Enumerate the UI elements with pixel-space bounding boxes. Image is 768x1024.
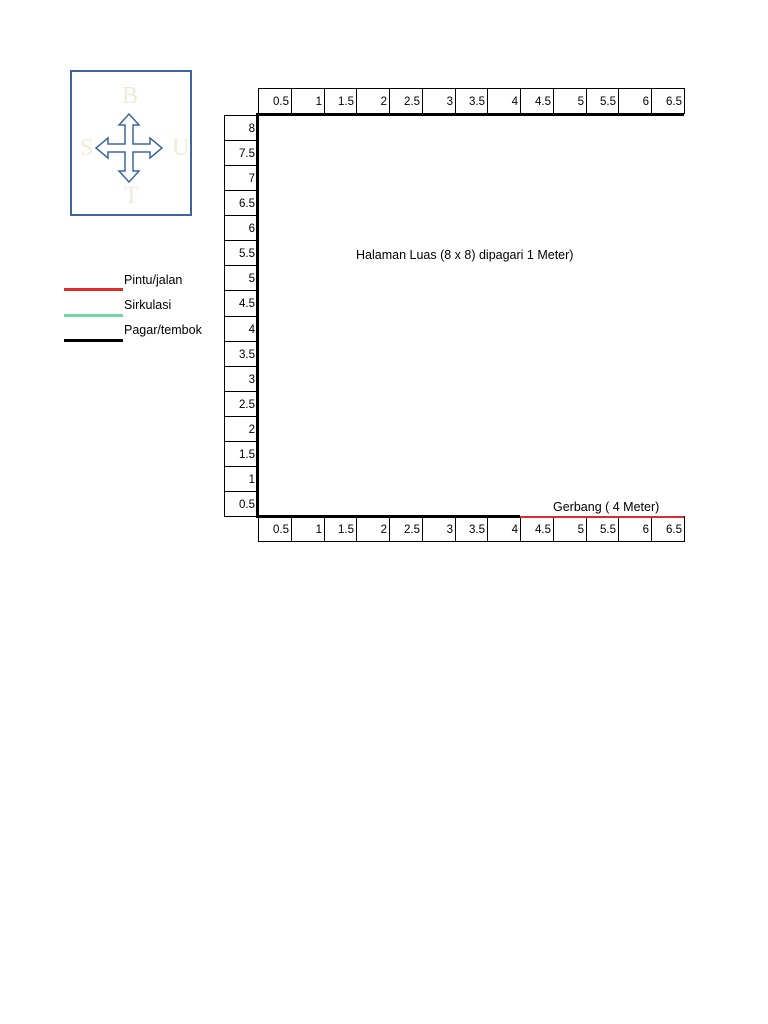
legend-label-circulation: Sirkulasi (124, 298, 172, 312)
bottom-axis-tick: 0.5 (258, 516, 292, 542)
top-axis-tick: 1.5 (324, 88, 357, 114)
bottom-axis-tick: 6 (618, 516, 652, 542)
legend-label-door: Pintu/jalan (124, 273, 183, 287)
legend-swatch-wall (64, 339, 123, 342)
left-axis-tick: 5 (224, 265, 258, 291)
left-axis-tick: 4 (224, 316, 258, 342)
compass-east-label: U (172, 135, 190, 161)
top-axis-tick: 4.5 (520, 88, 554, 114)
left-axis-tick: 7 (224, 165, 258, 191)
top-axis-tick: 4 (487, 88, 521, 114)
bottom-axis-tick: 2.5 (389, 516, 423, 542)
top-axis-tick: 6.5 (651, 88, 685, 114)
bottom-axis-tick: 5.5 (586, 516, 619, 542)
bottom-axis-tick: 4 (487, 516, 521, 542)
left-axis-tick: 7.5 (224, 140, 258, 166)
bottom-axis-tick: 3 (422, 516, 456, 542)
bottom-axis-tick: 3.5 (455, 516, 488, 542)
top-axis-tick: 2.5 (389, 88, 423, 114)
plot-title: Halaman Luas (8 x 8) dipagari 1 Meter) (356, 248, 574, 262)
top-axis-tick: 2 (356, 88, 390, 114)
left-axis-tick: 8 (224, 115, 258, 141)
bottom-axis-tick: 1 (291, 516, 325, 542)
left-axis-tick: 6 (224, 215, 258, 241)
left-axis-tick: 3.5 (224, 341, 258, 367)
left-axis-tick: 3 (224, 366, 258, 392)
top-axis-tick: 5.5 (586, 88, 619, 114)
bottom-axis-tick: 1.5 (324, 516, 357, 542)
bottom-axis-tick: 4.5 (520, 516, 554, 542)
wall-bottom (256, 515, 520, 518)
left-axis-tick: 2.5 (224, 391, 258, 417)
left-axis-tick: 1 (224, 466, 258, 492)
legend-swatch-circulation (64, 314, 123, 317)
top-axis-tick: 5 (553, 88, 587, 114)
bottom-axis-tick: 5 (553, 516, 587, 542)
top-axis-tick: 0.5 (258, 88, 292, 114)
left-axis-tick: 4.5 (224, 290, 258, 317)
left-axis-tick: 5.5 (224, 240, 258, 266)
top-axis-tick: 6 (618, 88, 652, 114)
gate-line (520, 516, 684, 518)
left-axis-tick: 1.5 (224, 441, 258, 467)
wall-left (256, 113, 259, 518)
four-way-arrow-icon (94, 112, 164, 184)
top-axis-tick: 3.5 (455, 88, 488, 114)
left-axis-tick: 2 (224, 416, 258, 442)
compass-box (70, 70, 192, 216)
left-axis-tick: 6.5 (224, 190, 258, 216)
wall-top (256, 113, 684, 116)
bottom-axis-tick: 6.5 (651, 516, 685, 542)
top-axis-tick: 3 (422, 88, 456, 114)
compass-west-label: S (80, 135, 94, 161)
gate-label: Gerbang ( 4 Meter) (553, 500, 660, 514)
top-axis-tick: 1 (291, 88, 325, 114)
legend-label-wall: Pagar/tembok (124, 323, 202, 337)
left-axis-tick: 0.5 (224, 491, 258, 517)
bottom-axis-tick: 2 (356, 516, 390, 542)
legend-swatch-door (64, 288, 123, 291)
compass-north-label: B (122, 83, 139, 109)
compass-south-label: T (124, 183, 139, 209)
